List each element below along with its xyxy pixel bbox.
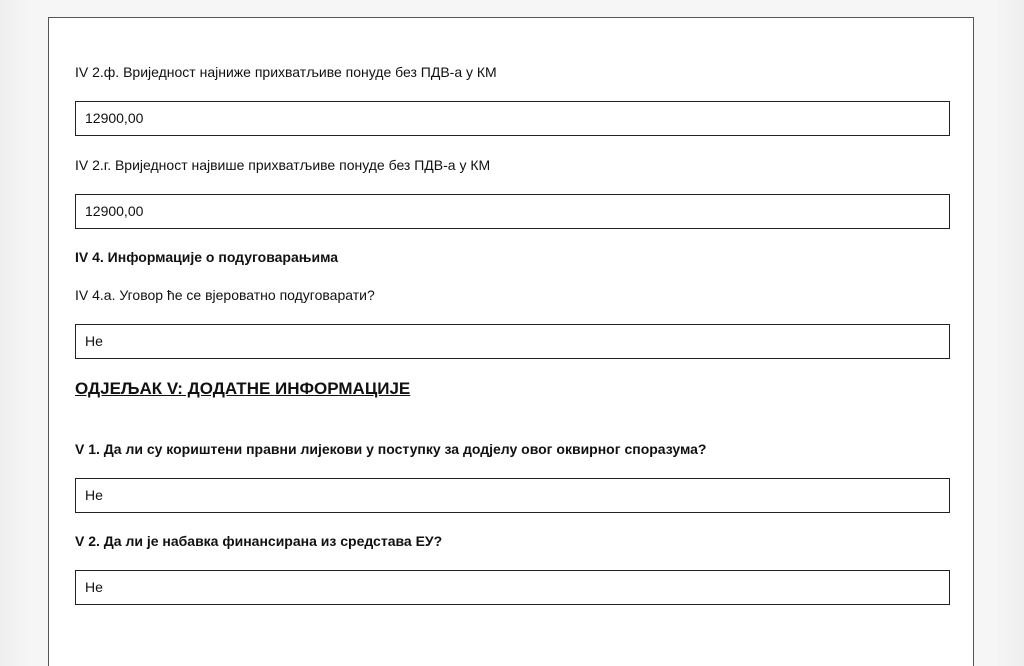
field-label-subcontracting: IV 4.а. Уговор ће се вјероватно подуговарати? (75, 287, 375, 303)
field-label-eu-funding: V 2. Да ли је набавка финансирана из средстава ЕУ? (75, 533, 443, 549)
field-value-lowest-offer: 12900,00 (75, 101, 950, 136)
field-value-highest-offer: 12900,00 (75, 194, 950, 229)
field-label-lowest-offer: IV 2.ф. Вриједност најниже прихватљиве понуде без ПДВ-а у КМ (75, 64, 497, 80)
field-value-eu-funding: Не (75, 570, 950, 605)
subcontracting-heading: IV 4. Информације о подуговарањима (75, 249, 339, 265)
field-label-legal-remedies: V 1. Да ли су кориштени правни лијекови у поступку за додјелу овог оквирног споразума? (75, 441, 707, 457)
document-page (48, 17, 974, 666)
field-value-legal-remedies: Не (75, 478, 950, 513)
field-label-highest-offer: IV 2.г. Вриједност највише прихватљиве понуде без ПДВ-а у КМ (75, 157, 491, 173)
section-v-title: ОДЈЕЉАК V: ДОДАТНЕ ИНФОРМАЦИЈЕ (75, 379, 411, 398)
field-value-subcontracting: Не (75, 324, 950, 359)
